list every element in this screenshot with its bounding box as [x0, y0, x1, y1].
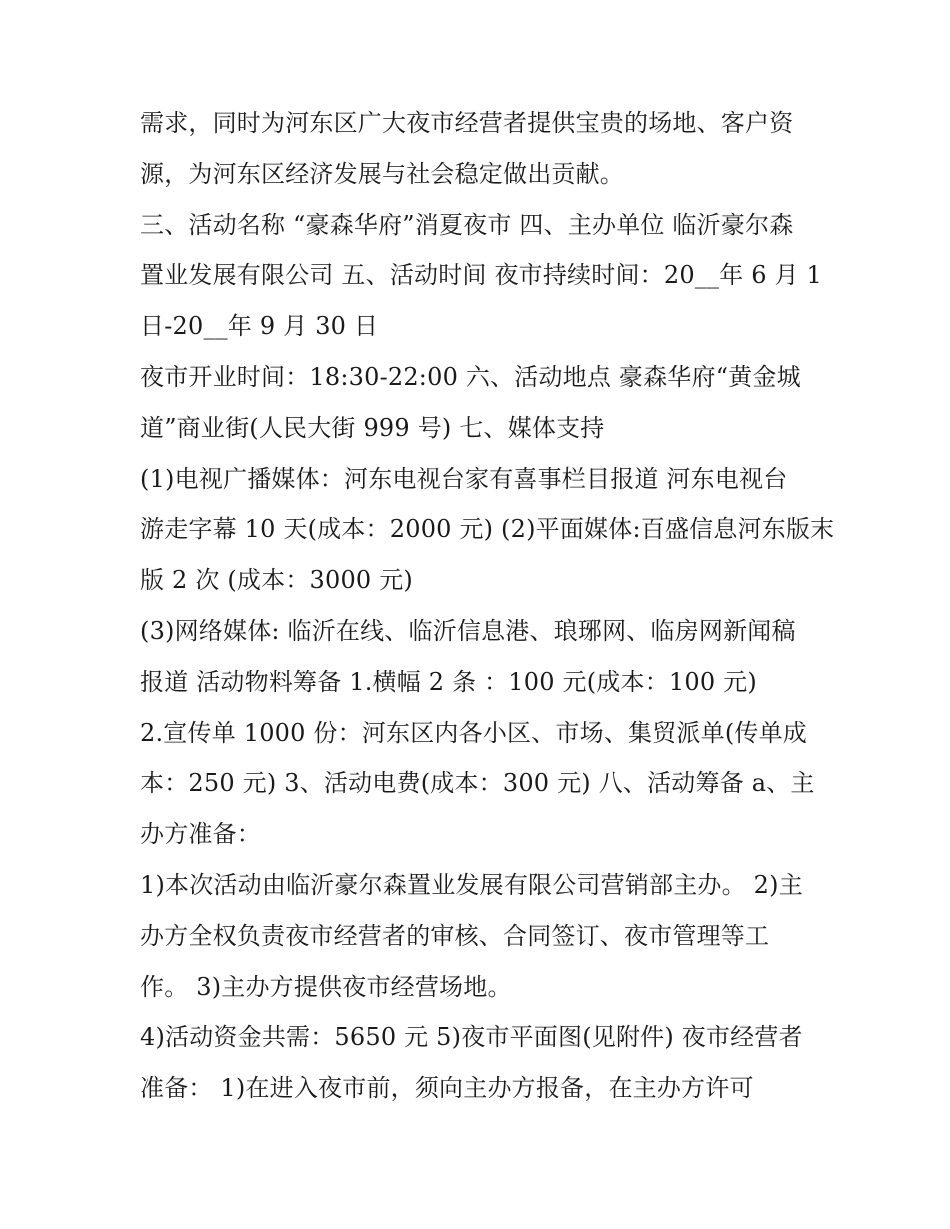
text-line: 游走字幕 10 天(成本：2000 元) (2)平面媒体:百盛信息河东版末: [140, 515, 835, 544]
text-line: 1)本次活动由临沂豪尔森置业发展有限公司营销部主办。 2)主: [140, 870, 803, 899]
text-line: (3)网络媒体: 临沂在线、临沂信息港、琅琊网、临房网新闻稿: [140, 616, 796, 645]
text-line: 办方准备：: [140, 820, 261, 849]
text-line: 2.宣传单 1000 份：河东区内各小区、市场、集贸派单(传单成: [140, 718, 807, 747]
text-line: 办方全权负责夜市经营者的审核、合同签订、夜市管理等工: [140, 921, 770, 950]
text-line: 本：250 元) 3、活动电费(成本：300 元) 八、活动筹备 a、主: [140, 769, 815, 798]
text-line: 置业发展有限公司 五、活动时间 夜市持续时间：20__年 6 月 1: [140, 261, 823, 290]
text-line: 4)活动资金共需：5650 元 5)夜市平面图(见附件) 夜市经营者: [140, 1023, 803, 1052]
document-body: [140, 98, 835, 1114]
text-line: 夜市开业时间：18:30-22:00 六、活动地点 豪森华府“黄金城: [140, 362, 801, 391]
text-line: 需求，同时为河东区广大夜市经营者提供宝贵的场地、客户资: [140, 109, 794, 137]
text-line: 日-20__年 9 月 30 日: [140, 312, 379, 341]
text-line: 道”商业街(人民大街 999 号) 七、媒体支持: [140, 413, 605, 442]
text-line: 源，为河东区经济发展与社会稳定做出贡献。: [140, 159, 624, 188]
text-line: 三、活动名称 “豪森华府”消夏夜市 四、主办单位 临沂豪尔森: [140, 210, 794, 239]
text-line: 报道 活动物料筹备 1.横幅 2 条 ：100 元(成本：100 元): [140, 667, 757, 696]
text-line: 准备： 1)在进入夜市前，须向主办方报备，在主办方许可: [140, 1074, 754, 1103]
text-line: 作。 3)主办方提供夜市经营场地。: [140, 972, 512, 1001]
text-line: (1)电视广播媒体：河东电视台家有喜事栏目报道 河东电视台: [140, 464, 788, 493]
text-line: 版 2 次 (成本：3000 元): [140, 566, 413, 595]
